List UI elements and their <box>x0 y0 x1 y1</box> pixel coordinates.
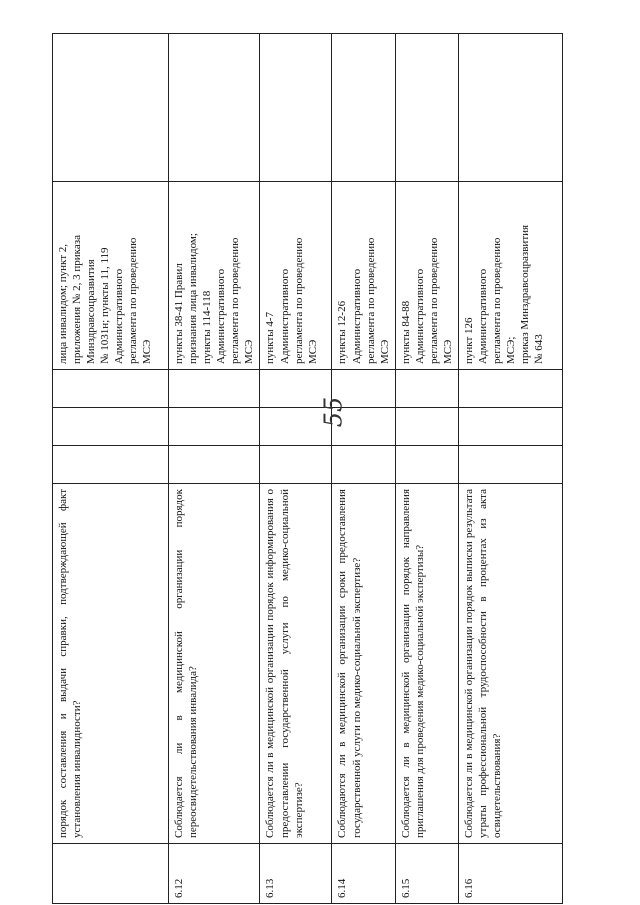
table-row <box>332 34 395 904</box>
reference-line: регламента по проведению <box>364 237 377 364</box>
empty-cell <box>332 446 395 484</box>
row-number: 6.15 <box>395 844 458 904</box>
reference-line: признания лица инвалидом; <box>187 233 200 364</box>
question-cell: Соблюдается ли в медицинской организации порядок направления приглашения для проведения медико-социальной экспертизы? <box>395 484 458 844</box>
empty-cell <box>395 370 458 408</box>
reference-line: регламента по проведению <box>127 237 140 364</box>
reference-line: Административного <box>477 268 490 364</box>
handwritten-page-number: 55 <box>319 396 348 428</box>
reference-line: пункты 38-41 Правил <box>173 263 185 364</box>
empty-cell <box>53 34 169 182</box>
reference-line: пункты 84-88 <box>399 300 412 364</box>
empty-cell <box>260 446 332 484</box>
reference-line: Административного <box>413 268 426 364</box>
reference-line: Минздравсоцразвития <box>85 259 98 364</box>
reference-cell <box>459 182 563 370</box>
empty-cell <box>169 34 260 182</box>
row-number: 6.14 <box>332 844 395 904</box>
reference-line: лица инвалидом; пункт 2, <box>57 243 69 364</box>
empty-cell <box>395 408 458 446</box>
reference-line: приложения № 2, 3 приказа <box>71 235 84 364</box>
reference-line: пункты 12-26 <box>336 300 349 364</box>
reference-line: Административного <box>215 268 228 364</box>
checklist-table <box>52 33 563 904</box>
table-row <box>459 34 563 904</box>
reference-cell <box>260 182 332 370</box>
reference-cell <box>169 182 260 370</box>
reference-line: пункт 126 <box>463 317 476 364</box>
empty-cell <box>169 408 260 446</box>
empty-cell <box>459 370 563 408</box>
question-cell: Соблюдается ли в медицинской организации порядок переосвидетельствования инвалида? <box>169 484 260 844</box>
empty-cell <box>53 370 169 408</box>
table-row <box>169 34 260 904</box>
empty-cell <box>459 34 563 182</box>
reference-line: регламента по проведению <box>427 237 440 364</box>
question-cell: порядок составления и выдачи справки, подтверждающей факт установления инвалидности? <box>53 484 169 844</box>
table-row <box>260 34 332 904</box>
empty-cell <box>169 370 260 408</box>
table-row <box>53 34 169 904</box>
reference-line: пункты 114-118 <box>201 290 214 364</box>
question-cell: Соблюдается ли в медицинской организации порядок выписки результата утраты профессиональной трудоспособности в процентах из акта освидетельствования? <box>459 484 563 844</box>
row-number: 6.16 <box>459 844 563 904</box>
reference-line: пункты 4-7 <box>264 311 277 364</box>
reference-line: регламента по проведению <box>491 237 504 364</box>
reference-line: МСЭ <box>378 339 391 364</box>
reference-cell <box>395 182 458 370</box>
reference-line: регламента по проведению <box>292 237 305 364</box>
empty-cell <box>459 446 563 484</box>
reference-line: Административного <box>350 268 363 364</box>
empty-cell <box>332 34 395 182</box>
empty-cell <box>260 34 332 182</box>
reference-line: регламента по проведению <box>229 237 242 364</box>
reference-line: МСЭ <box>442 339 455 364</box>
question-cell: Соблюдается ли в медицинской организации порядок информирования о предоставлении государственной услуги по медико-социальной экспертизе? <box>260 484 332 844</box>
reference-line: Административного <box>278 268 291 364</box>
question-cell: Соблюдаются ли в медицинской организации сроки предоставления государственной услуги по медико-социальной экспертизе? <box>332 484 395 844</box>
reference-line: Административного <box>113 268 126 364</box>
empty-cell <box>53 446 169 484</box>
empty-cell <box>395 34 458 182</box>
rotated-table-sheet <box>52 34 592 904</box>
reference-line: № 643 <box>533 334 546 364</box>
reference-line: МСЭ; <box>505 336 518 364</box>
empty-cell <box>169 446 260 484</box>
reference-line: приказ Минздравсоцразвития <box>519 224 532 364</box>
empty-cell <box>459 408 563 446</box>
reference-cell <box>53 182 169 370</box>
table-row <box>395 34 458 904</box>
row-number: 6.13 <box>260 844 332 904</box>
empty-cell <box>53 408 169 446</box>
reference-line: МСЭ <box>141 339 154 364</box>
reference-line: МСЭ <box>306 339 319 364</box>
reference-line: № 1031н; пункты 11, 119 <box>99 247 112 364</box>
row-number <box>53 844 169 904</box>
row-number: 6.12 <box>169 844 260 904</box>
reference-cell <box>332 182 395 370</box>
reference-line: МСЭ <box>243 339 256 364</box>
empty-cell <box>395 446 458 484</box>
